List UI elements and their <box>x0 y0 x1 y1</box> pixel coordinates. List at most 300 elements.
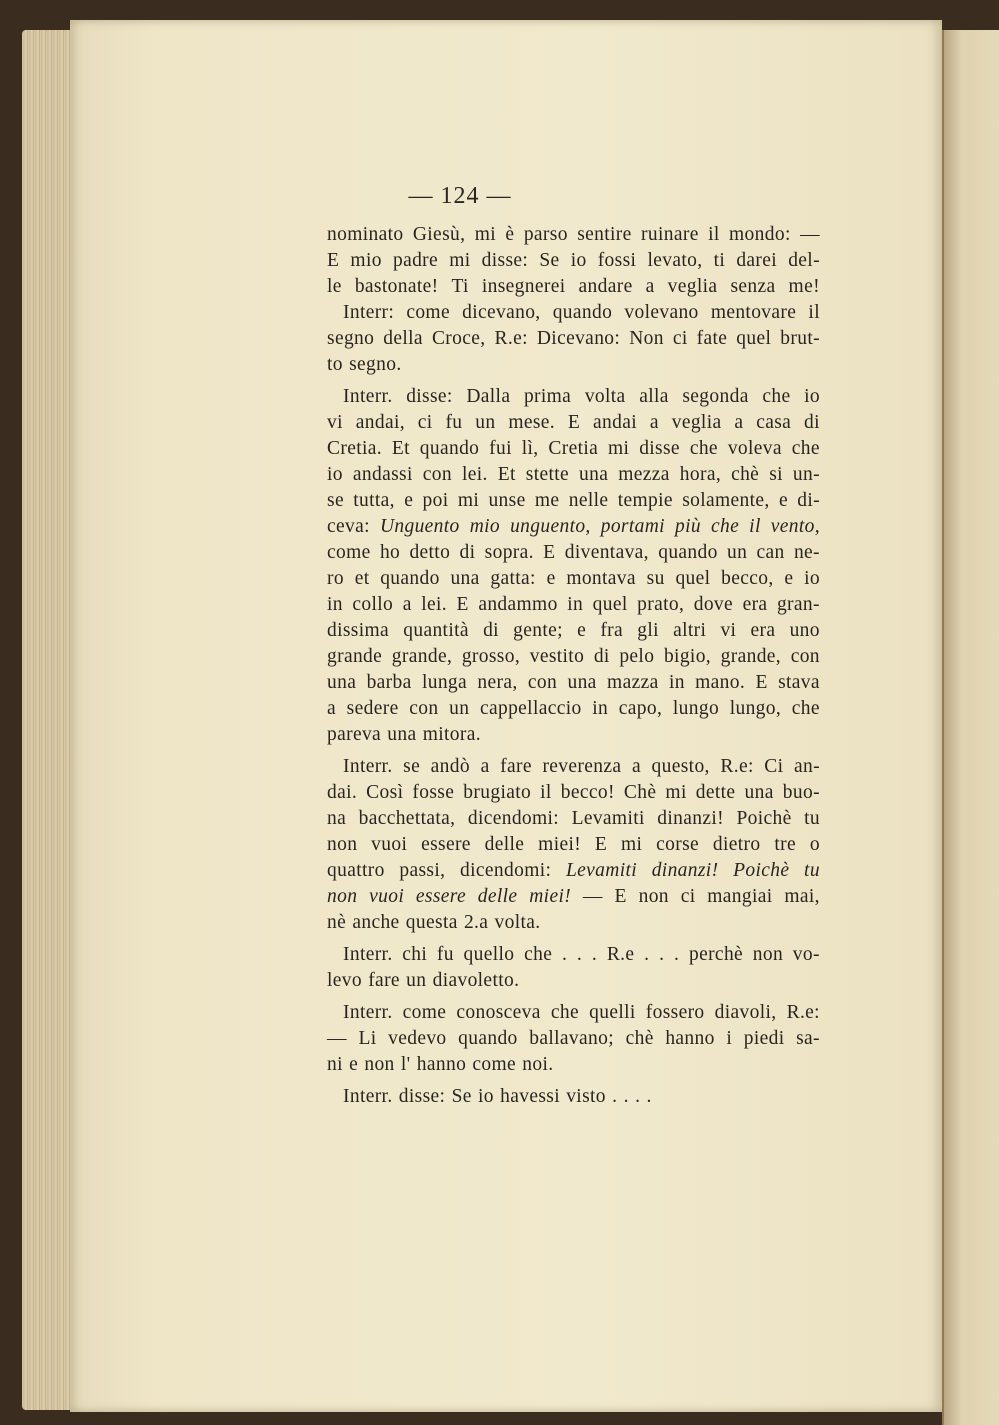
text-line <box>327 696 820 722</box>
word: capo, <box>618 698 663 719</box>
word: brugiato <box>463 782 532 803</box>
word: un <box>475 412 496 433</box>
word: E <box>543 542 556 563</box>
word: a <box>649 412 659 433</box>
word: tu <box>804 808 820 829</box>
word: Se <box>539 250 560 271</box>
word: fare <box>368 970 400 991</box>
word: dicevano, <box>462 302 541 323</box>
text-line <box>327 722 820 748</box>
word: il <box>540 782 552 803</box>
word: pareva <box>327 724 382 745</box>
word: . <box>646 1086 652 1107</box>
text-line <box>327 274 820 300</box>
text-line <box>327 780 820 806</box>
word: conosceva <box>456 1002 541 1023</box>
word: chi <box>402 944 428 965</box>
word: ne- <box>793 542 820 563</box>
word: hanno <box>416 1054 467 1075</box>
word: un <box>406 970 427 991</box>
word: Interr. <box>343 944 393 965</box>
word: veglia <box>667 276 718 297</box>
text-line <box>327 910 820 936</box>
word: e <box>577 620 587 641</box>
word: nelle <box>568 490 609 511</box>
word: — <box>582 886 603 907</box>
word: andai <box>593 412 637 433</box>
word: grande, <box>391 646 453 667</box>
word: di <box>483 620 499 641</box>
word: Poichè <box>736 808 792 829</box>
word: si <box>769 464 783 485</box>
word: con <box>790 646 820 667</box>
word: stette <box>525 464 570 485</box>
word: segno <box>327 328 375 349</box>
word: sa- <box>796 1028 820 1049</box>
word: . <box>623 1086 629 1107</box>
italic-word: vuoi <box>369 886 405 907</box>
word: E <box>567 412 581 433</box>
word: . <box>674 944 680 965</box>
word: perchè <box>688 944 744 965</box>
body-text <box>327 222 820 1110</box>
word: veglia <box>671 412 722 433</box>
word: a <box>327 698 337 719</box>
italic-word: non <box>327 886 358 907</box>
word: buo- <box>782 782 820 803</box>
word: volevano <box>624 302 699 323</box>
word: hanno <box>665 1028 715 1049</box>
word: levato, <box>647 250 703 271</box>
word: disse: <box>398 1086 446 1107</box>
italic-word: Poichè <box>733 860 790 881</box>
word: Li <box>358 1028 377 1049</box>
word: era <box>750 620 776 641</box>
word: un- <box>792 464 820 485</box>
word: me! <box>788 276 820 297</box>
word: vuoi <box>371 834 408 855</box>
word: prato, <box>637 594 685 615</box>
word: piedi <box>743 1028 785 1049</box>
text-line <box>327 410 820 436</box>
word: di <box>804 412 820 433</box>
word: io <box>327 464 343 485</box>
word: solamente, <box>682 490 770 511</box>
word: ro <box>327 568 344 589</box>
word: e <box>404 490 414 511</box>
word: miei! <box>538 834 582 855</box>
word: che <box>762 386 791 407</box>
word: Interr: <box>343 302 395 323</box>
word: R.e: <box>494 328 528 349</box>
word: Levamiti <box>571 808 645 829</box>
word: l' <box>400 1054 411 1075</box>
word: lei. <box>421 594 447 615</box>
text-line <box>327 670 820 696</box>
word: con <box>527 672 558 693</box>
word: quel <box>736 328 772 349</box>
word: sentire <box>577 224 632 245</box>
word: quantità <box>403 620 469 641</box>
word: . <box>635 1086 641 1107</box>
word: fosse <box>412 782 455 803</box>
word: io <box>478 1086 494 1107</box>
word: le <box>327 276 342 297</box>
word: quel <box>592 594 628 615</box>
word: dissima <box>327 620 390 641</box>
word: quello <box>463 944 515 965</box>
italic-word: portami <box>600 516 665 537</box>
word: era <box>742 594 768 615</box>
word: non <box>327 834 358 855</box>
word: Ci <box>764 756 784 777</box>
word: a <box>645 276 655 297</box>
word: ti <box>713 250 726 271</box>
word: questo, <box>651 756 710 777</box>
text-line <box>327 1000 820 1026</box>
word: et <box>354 568 370 589</box>
word: fossero <box>645 1002 705 1023</box>
word: è <box>505 224 515 245</box>
word: fu <box>436 944 454 965</box>
word: se <box>403 756 421 777</box>
word: quando <box>552 302 613 323</box>
word: andare <box>578 276 633 297</box>
word: diavoli, <box>714 1002 777 1023</box>
italic-word: Levamiti <box>565 860 638 881</box>
word: anche <box>352 912 400 933</box>
word: cappellaccio <box>479 698 582 719</box>
word: segonda <box>682 386 749 407</box>
word: il <box>808 302 820 323</box>
text-line <box>327 436 820 462</box>
word: di <box>593 646 610 667</box>
word: reverenza <box>542 756 622 777</box>
text-line <box>327 326 820 352</box>
word: mi <box>665 782 687 803</box>
word: chè <box>731 464 760 485</box>
text-line <box>327 968 820 994</box>
word: con <box>409 698 439 719</box>
text-line <box>327 1052 820 1078</box>
word: come <box>327 542 371 563</box>
word: mi <box>457 490 480 511</box>
word: mai, <box>784 886 820 907</box>
word: ballavano; <box>529 1028 614 1049</box>
word: vestito <box>529 646 585 667</box>
italic-word: vento, <box>770 516 820 537</box>
text-line <box>327 248 820 274</box>
italic-word: Unguento <box>379 516 460 537</box>
word: fare <box>500 756 532 777</box>
word: che <box>791 438 820 459</box>
word: padre <box>392 250 439 271</box>
word: tutta, <box>353 490 395 511</box>
word: sopra. <box>484 542 534 563</box>
word: essere <box>421 834 471 855</box>
word: na <box>327 808 347 829</box>
text-line <box>327 384 820 410</box>
word: il <box>708 224 720 245</box>
word: ho <box>379 542 401 563</box>
italic-word: essere <box>415 886 466 907</box>
word: segno. <box>349 354 402 375</box>
word: ruinare <box>641 224 699 245</box>
word: in <box>668 672 685 693</box>
word: che <box>524 944 553 965</box>
word: dicendomi: <box>467 808 560 829</box>
facing-page-edge <box>942 30 999 1425</box>
word: una <box>387 724 417 745</box>
word: quelli <box>589 1002 636 1023</box>
word: R.e: <box>786 1002 820 1023</box>
text-line <box>327 884 820 910</box>
word: bigio, <box>663 646 712 667</box>
word: mi <box>449 250 471 271</box>
word: Et <box>391 438 410 459</box>
text-line <box>327 222 820 248</box>
word: nè <box>327 912 347 933</box>
word: che <box>791 698 820 719</box>
word: . <box>591 944 598 965</box>
word: Cretia. <box>327 438 382 459</box>
word: disse <box>639 438 680 459</box>
word: poi <box>422 490 449 511</box>
word: E <box>456 594 469 615</box>
word: an- <box>794 756 820 777</box>
word: tempie <box>617 490 673 511</box>
word: gli <box>637 620 659 641</box>
word: mondo: <box>729 224 791 245</box>
word: mazza <box>607 672 659 693</box>
word: non <box>752 944 784 965</box>
text-line <box>327 488 820 514</box>
word: Cretia <box>548 438 599 459</box>
italic-word: unguento, <box>510 516 591 537</box>
text-line <box>327 540 820 566</box>
word: non <box>638 886 669 907</box>
word: mentovare <box>710 302 797 323</box>
word: ci <box>417 412 433 433</box>
word: quando <box>380 568 440 589</box>
italic-word: tu <box>804 860 820 881</box>
word: che <box>550 1002 580 1023</box>
text-line <box>327 300 820 326</box>
word: alla <box>639 386 669 407</box>
word: un <box>449 698 470 719</box>
word: e <box>349 1054 359 1075</box>
word: collo <box>352 594 394 615</box>
word: e <box>546 568 556 589</box>
word: havessi <box>500 1086 560 1107</box>
word: o <box>809 834 820 855</box>
word: ci <box>672 328 688 349</box>
word: 2.a <box>463 912 489 933</box>
word: vi <box>720 620 737 641</box>
word: lei. <box>461 464 488 485</box>
word: fate <box>696 328 728 349</box>
word: Dalla <box>466 386 511 407</box>
page-number: — 124 — <box>408 183 512 209</box>
word: E <box>327 250 340 271</box>
word: uno <box>789 620 820 641</box>
word: to <box>327 354 343 375</box>
word: che <box>689 438 718 459</box>
word: a <box>734 412 744 433</box>
text-line <box>327 462 820 488</box>
text-line <box>327 942 820 968</box>
word: questa <box>405 912 458 933</box>
word: Ti <box>451 276 469 297</box>
word: noi. <box>522 1054 554 1075</box>
word: R.e <box>606 944 635 965</box>
word: vedevo <box>388 1028 447 1049</box>
italic-word: che <box>711 516 740 537</box>
italic-word: dinanzi! <box>651 860 719 881</box>
word: Dicevano: <box>536 328 621 349</box>
word: bastonate! <box>354 276 439 297</box>
word: grande, <box>720 646 782 667</box>
word: visto <box>566 1086 606 1107</box>
word: un <box>727 542 748 563</box>
italic-word: mio <box>469 516 501 537</box>
word: una <box>450 568 480 589</box>
word: sedere <box>346 698 399 719</box>
word: di- <box>797 490 820 511</box>
word: prima <box>523 386 572 407</box>
word: in <box>592 698 609 719</box>
word: becco, <box>721 568 774 589</box>
word: disse: <box>481 250 529 271</box>
word: vo- <box>792 944 820 965</box>
word: Giesù, <box>412 224 466 245</box>
word: me <box>534 490 560 511</box>
word: e <box>778 490 788 511</box>
word: — <box>327 1028 347 1049</box>
word: can <box>756 542 785 563</box>
word: fra <box>600 620 624 641</box>
word: becco! <box>560 782 615 803</box>
word: a <box>631 756 641 777</box>
word: fui <box>489 438 512 459</box>
word: se <box>327 490 344 511</box>
word: fossi <box>597 250 637 271</box>
word: io <box>804 386 820 407</box>
word: Interr. <box>343 1086 393 1107</box>
word: una <box>327 672 357 693</box>
italic-word: miei! <box>529 886 572 907</box>
word: mi <box>608 438 630 459</box>
word: lungo, <box>729 698 782 719</box>
word: una <box>744 782 774 803</box>
word: fu <box>445 412 463 433</box>
word: andammo <box>478 594 558 615</box>
word: vi <box>327 412 343 433</box>
word: quattro <box>327 860 385 881</box>
word: quel <box>675 568 711 589</box>
word: Se <box>451 1086 472 1107</box>
word: senza <box>730 276 776 297</box>
word: io <box>804 568 820 589</box>
word: — <box>800 224 820 245</box>
word: . <box>659 944 665 965</box>
word: delle <box>484 834 525 855</box>
word: montava <box>566 568 636 589</box>
word: Croce, <box>431 328 486 349</box>
word: mi <box>621 834 643 855</box>
word: dove <box>693 594 734 615</box>
word: E <box>594 834 608 855</box>
word: gatta: <box>490 568 536 589</box>
word: altri <box>673 620 707 641</box>
word: dinanzi! <box>657 808 724 829</box>
word: i <box>726 1028 733 1049</box>
word: darei <box>736 250 778 271</box>
word: e <box>784 568 794 589</box>
word: non <box>364 1054 395 1075</box>
text-line <box>327 806 820 832</box>
text-line <box>327 832 820 858</box>
word: casa <box>756 412 792 433</box>
word: su <box>646 568 665 589</box>
word: voleva <box>727 438 782 459</box>
italic-word: il <box>749 516 761 537</box>
word: quando <box>458 1028 518 1049</box>
word: come <box>402 1002 447 1023</box>
word: . <box>561 944 568 965</box>
word: in <box>327 594 343 615</box>
word: in <box>567 594 584 615</box>
word: detto <box>409 542 451 563</box>
italic-word: delle <box>477 886 518 907</box>
word: lungo <box>672 698 720 719</box>
word: mitora. <box>422 724 481 745</box>
text-line <box>327 644 820 670</box>
word: barba <box>366 672 412 693</box>
word: Chè <box>623 782 657 803</box>
word: mese. <box>508 412 556 433</box>
word: della <box>383 328 423 349</box>
word: ci <box>680 886 696 907</box>
word: pelo <box>619 646 655 667</box>
word: tre <box>774 834 796 855</box>
word: R.e: <box>720 756 754 777</box>
word: dietro <box>712 834 761 855</box>
word: andò <box>430 756 470 777</box>
word: mano. <box>695 672 746 693</box>
word: come <box>472 1054 517 1075</box>
word: nera, <box>477 672 518 693</box>
text-line <box>327 1026 820 1052</box>
word: lì, <box>521 438 539 459</box>
word: diavoletto. <box>432 970 520 991</box>
word: unse <box>488 490 526 511</box>
word: io <box>570 250 587 271</box>
word: gran- <box>776 594 820 615</box>
word: disse: <box>406 386 453 407</box>
word: andassi <box>352 464 413 485</box>
word: del- <box>788 250 820 271</box>
word: E <box>614 886 627 907</box>
word: Così <box>366 782 404 803</box>
word: Interr. <box>343 756 393 777</box>
text-line <box>327 858 820 884</box>
word: quando <box>419 438 480 459</box>
word: corse <box>656 834 700 855</box>
word: volta. <box>494 912 541 933</box>
word: lunga <box>421 672 468 693</box>
word: hora, <box>679 464 722 485</box>
